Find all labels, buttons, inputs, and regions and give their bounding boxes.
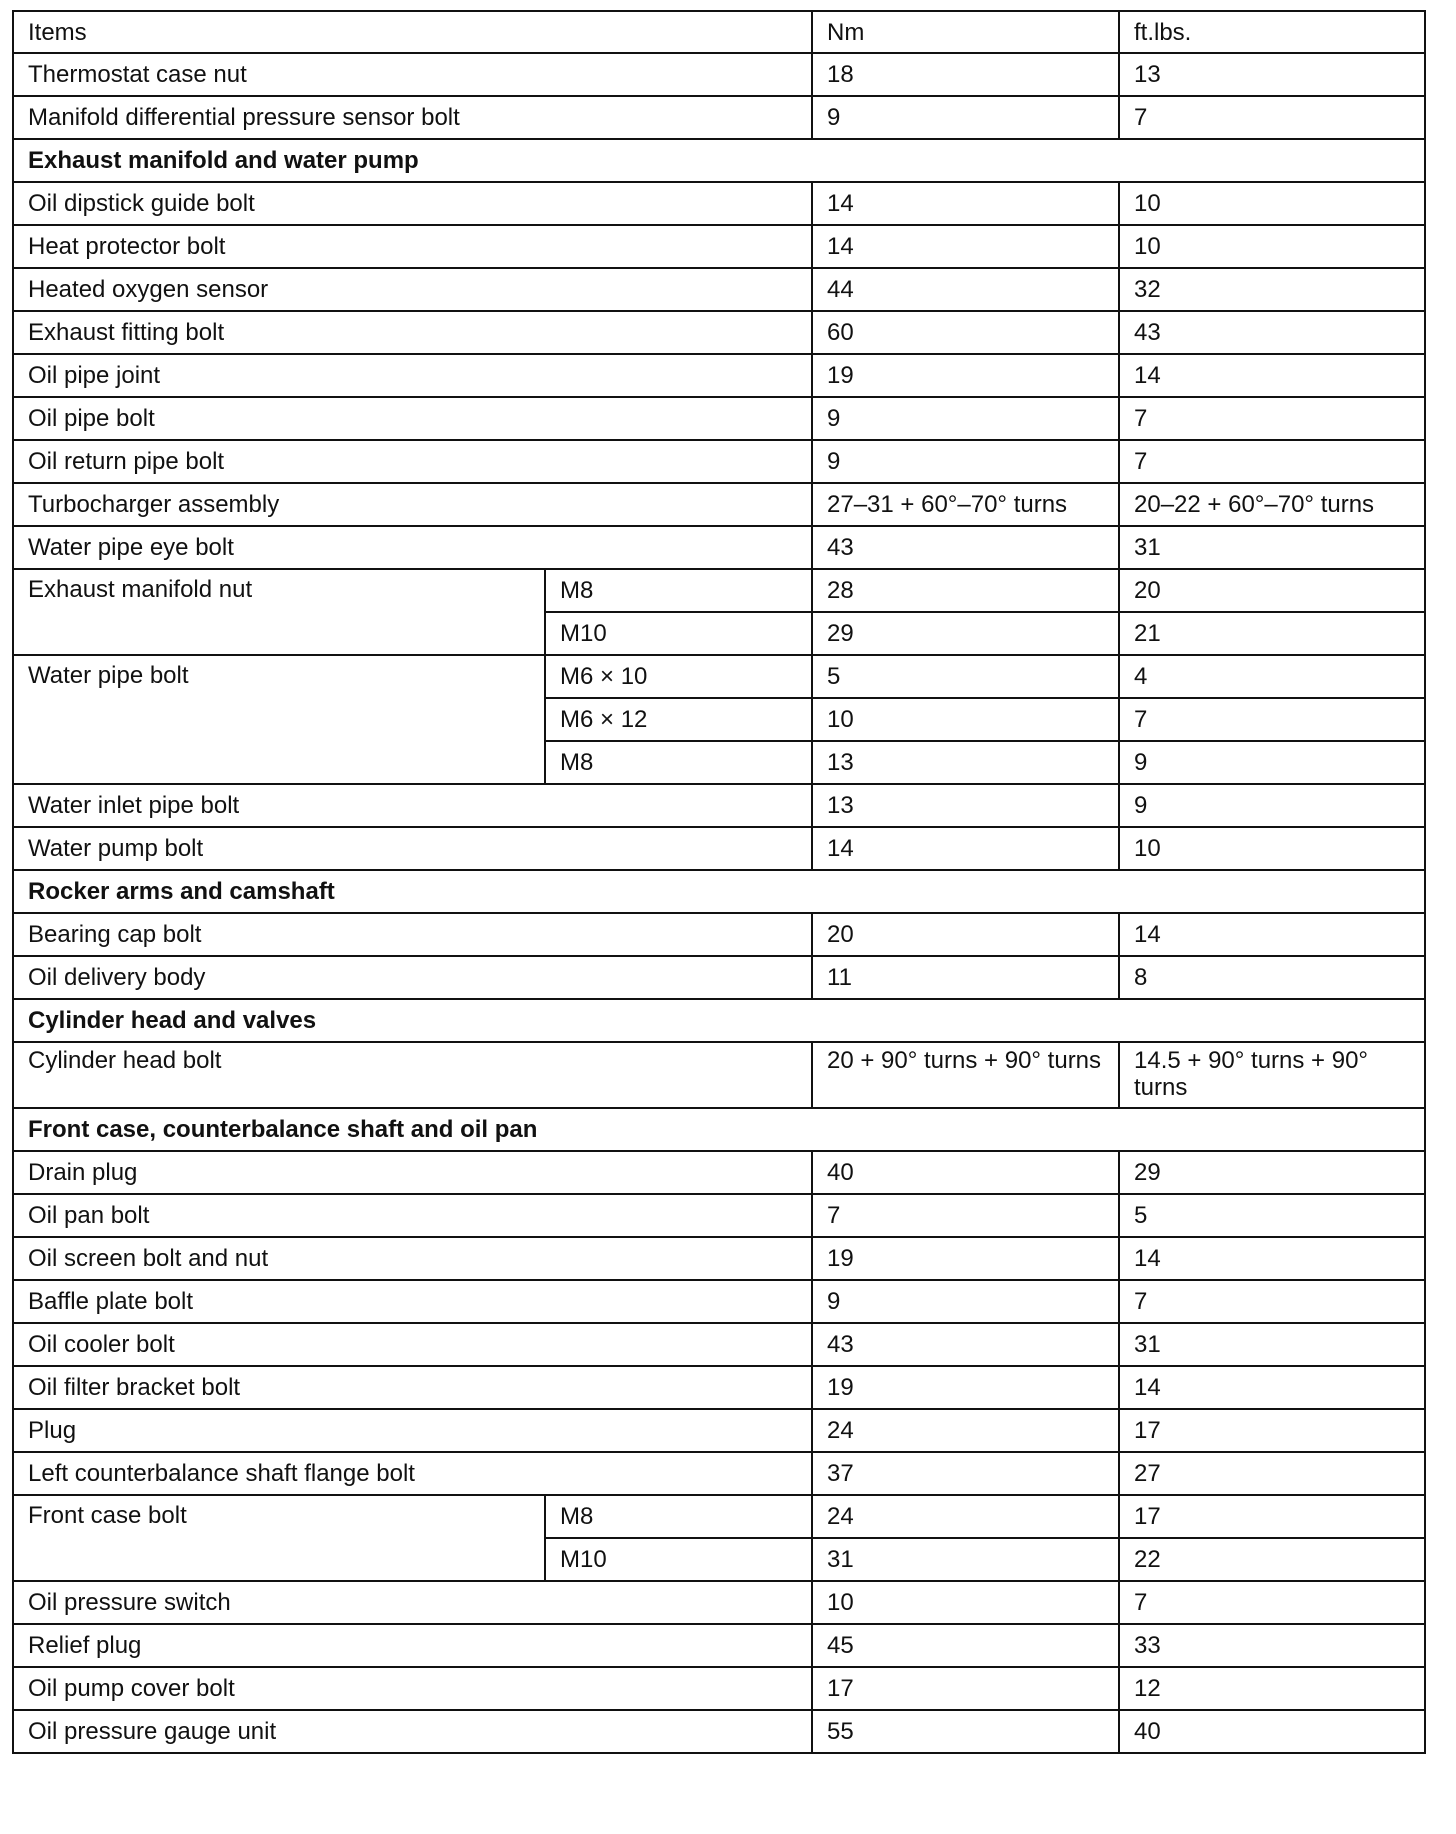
table-row [13,784,1425,827]
nm-cell: 9 [812,96,1119,139]
nm-cell: 11 [812,956,1119,999]
nm-cell: 27–31 + 60°–70° turns [812,483,1119,526]
ftlbs-cell: 14 [1119,354,1425,397]
nm-cell: 19 [812,354,1119,397]
item-cell: Oil dipstick guide bolt [13,182,812,225]
section-header-row [13,999,1425,1042]
table-row [13,1237,1425,1280]
ftlbs-cell: 14.5 + 90° turns + 90° turns [1119,1042,1425,1108]
nm-cell: 10 [812,1581,1119,1624]
table-row [13,182,1425,225]
item-cell: Oil pan bolt [13,1194,812,1237]
table-row [13,569,1425,612]
nm-cell: 43 [812,1323,1119,1366]
table-row [13,1366,1425,1409]
item-cell: Water inlet pipe bolt [13,784,812,827]
ftlbs-cell: 12 [1119,1667,1425,1710]
nm-cell: 14 [812,827,1119,870]
item-cell: Water pump bolt [13,827,812,870]
section-title: Rocker arms and camshaft [13,870,1425,913]
header-row [13,11,1425,53]
table-row [13,1194,1425,1237]
ftlbs-cell: 7 [1119,440,1425,483]
nm-cell: 5 [812,655,1119,698]
ftlbs-cell: 4 [1119,655,1425,698]
ftlbs-cell: 32 [1119,268,1425,311]
item-cell: Water pipe eye bolt [13,526,812,569]
nm-cell: 14 [812,225,1119,268]
item-cell: Oil screen bolt and nut [13,1237,812,1280]
nm-cell: 20 + 90° turns + 90° turns [812,1042,1119,1108]
ftlbs-cell: 14 [1119,1366,1425,1409]
ftlbs-cell: 8 [1119,956,1425,999]
nm-cell: 29 [812,612,1119,655]
header-nm: Nm [812,11,1119,53]
ftlbs-cell: 14 [1119,913,1425,956]
nm-cell: 31 [812,1538,1119,1581]
table-row [13,53,1425,96]
nm-cell: 7 [812,1194,1119,1237]
size-cell: M6 × 12 [545,698,812,741]
size-cell: M10 [545,1538,812,1581]
nm-cell: 24 [812,1495,1119,1538]
ftlbs-cell: 7 [1119,96,1425,139]
table-row [13,1151,1425,1194]
table-row [13,225,1425,268]
size-cell: M6 × 10 [545,655,812,698]
item-cell: Manifold differential pressure sensor bolt [13,96,812,139]
nm-cell: 9 [812,1280,1119,1323]
table-row [13,354,1425,397]
table-row [13,1667,1425,1710]
ftlbs-cell: 9 [1119,784,1425,827]
nm-cell: 13 [812,741,1119,784]
item-cell: Oil pressure gauge unit [13,1710,812,1753]
section-title: Front case, counterbalance shaft and oil pan [13,1108,1425,1151]
ftlbs-cell: 13 [1119,53,1425,96]
item-cell: Oil pipe bolt [13,397,812,440]
table-row [13,827,1425,870]
table-row [13,1042,1425,1108]
table-row [13,1710,1425,1753]
ftlbs-cell: 21 [1119,612,1425,655]
ftlbs-cell: 43 [1119,311,1425,354]
size-cell: M10 [545,612,812,655]
section-header-row [13,870,1425,913]
nm-cell: 55 [812,1710,1119,1753]
nm-cell: 43 [812,526,1119,569]
ftlbs-cell: 27 [1119,1452,1425,1495]
ftlbs-cell: 17 [1119,1409,1425,1452]
ftlbs-cell: 9 [1119,741,1425,784]
ftlbs-cell: 31 [1119,1323,1425,1366]
table-row [13,526,1425,569]
ftlbs-cell: 20 [1119,569,1425,612]
item-cell: Turbocharger assembly [13,483,812,526]
item-cell: Water pipe bolt [13,655,545,784]
section-title: Exhaust manifold and water pump [13,139,1425,182]
nm-cell: 44 [812,268,1119,311]
table-row [13,1323,1425,1366]
item-cell: Left counterbalance shaft flange bolt [13,1452,812,1495]
table-row [13,956,1425,999]
nm-cell: 37 [812,1452,1119,1495]
item-cell: Bearing cap bolt [13,913,812,956]
ftlbs-cell: 20–22 + 60°–70° turns [1119,483,1425,526]
nm-cell: 19 [812,1366,1119,1409]
table-row [13,440,1425,483]
nm-cell: 28 [812,569,1119,612]
ftlbs-cell: 7 [1119,698,1425,741]
nm-cell: 40 [812,1151,1119,1194]
nm-cell: 60 [812,311,1119,354]
header-items: Items [13,11,812,53]
table-row [13,1452,1425,1495]
nm-cell: 20 [812,913,1119,956]
section-header-row [13,1108,1425,1151]
item-cell: Oil pump cover bolt [13,1667,812,1710]
table-row [13,913,1425,956]
size-cell: M8 [545,741,812,784]
table-row [13,397,1425,440]
ftlbs-cell: 7 [1119,397,1425,440]
nm-cell: 45 [812,1624,1119,1667]
table-row [13,1624,1425,1667]
table-row [13,655,1425,698]
nm-cell: 24 [812,1409,1119,1452]
item-cell: Oil pressure switch [13,1581,812,1624]
table-row [13,311,1425,354]
item-cell: Heated oxygen sensor [13,268,812,311]
item-cell: Exhaust manifold nut [13,569,545,655]
table-body [13,11,1425,1753]
nm-cell: 13 [812,784,1119,827]
section-title: Cylinder head and valves [13,999,1425,1042]
item-cell: Drain plug [13,1151,812,1194]
size-cell: M8 [545,1495,812,1538]
table-row [13,1495,1425,1538]
item-cell: Plug [13,1409,812,1452]
ftlbs-cell: 10 [1119,182,1425,225]
item-cell: Oil return pipe bolt [13,440,812,483]
item-cell: Thermostat case nut [13,53,812,96]
ftlbs-cell: 22 [1119,1538,1425,1581]
torque-spec-table [12,10,1426,1754]
item-cell: Oil cooler bolt [13,1323,812,1366]
ftlbs-cell: 31 [1119,526,1425,569]
size-cell: M8 [545,569,812,612]
nm-cell: 14 [812,182,1119,225]
table-row [13,1280,1425,1323]
item-cell: Front case bolt [13,1495,545,1581]
ftlbs-cell: 7 [1119,1280,1425,1323]
nm-cell: 19 [812,1237,1119,1280]
item-cell: Baffle plate bolt [13,1280,812,1323]
nm-cell: 10 [812,698,1119,741]
ftlbs-cell: 29 [1119,1151,1425,1194]
item-cell: Heat protector bolt [13,225,812,268]
nm-cell: 17 [812,1667,1119,1710]
nm-cell: 9 [812,397,1119,440]
ftlbs-cell: 40 [1119,1710,1425,1753]
table-row [13,1409,1425,1452]
item-cell: Oil delivery body [13,956,812,999]
table-row [13,483,1425,526]
ftlbs-cell: 10 [1119,827,1425,870]
item-cell: Oil pipe joint [13,354,812,397]
ftlbs-cell: 10 [1119,225,1425,268]
item-cell: Relief plug [13,1624,812,1667]
nm-cell: 18 [812,53,1119,96]
ftlbs-cell: 17 [1119,1495,1425,1538]
table-row [13,1581,1425,1624]
item-cell: Oil filter bracket bolt [13,1366,812,1409]
nm-cell: 9 [812,440,1119,483]
ftlbs-cell: 7 [1119,1581,1425,1624]
table-row [13,96,1425,139]
header-ftlbs: ft.lbs. [1119,11,1425,53]
ftlbs-cell: 14 [1119,1237,1425,1280]
section-header-row [13,139,1425,182]
item-cell: Exhaust fitting bolt [13,311,812,354]
ftlbs-cell: 33 [1119,1624,1425,1667]
ftlbs-cell: 5 [1119,1194,1425,1237]
item-cell: Cylinder head bolt [13,1042,812,1108]
table-row [13,268,1425,311]
